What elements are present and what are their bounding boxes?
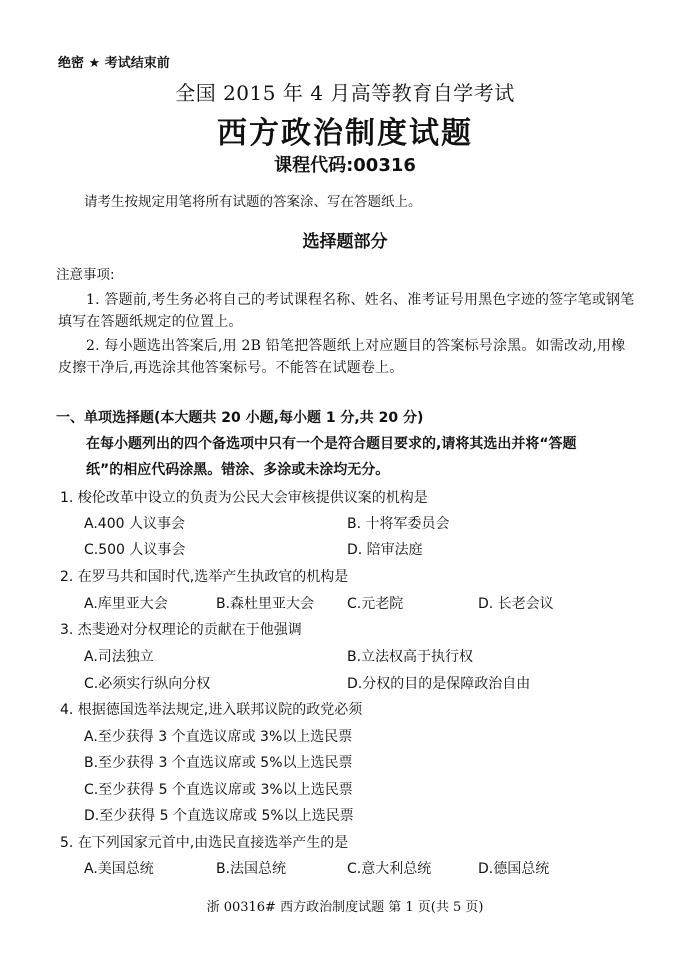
q2-option-c: C.元老院 [347, 596, 404, 612]
q3-option-a: A.司法独立 [84, 649, 154, 665]
page-footer: 浙 00316# 西方政治制度试题 第 1 页(共 5 页) [206, 900, 484, 915]
q3-option-b: B.立法权高于执行权 [347, 649, 474, 665]
question-5: 5. 在下列国家元首中,由选民直接选举产生的是 [60, 835, 349, 851]
note-line: 1. 答题前,考生务必将自己的考试课程名称、姓名、准考证号用黑色字迹的签字笔或钢笔 [86, 292, 635, 308]
q1-option-a: A.400 人议事会 [84, 516, 185, 532]
q4-option-d: D.至少获得 5 个直选议席或 5%以上选民票 [84, 808, 354, 824]
paper-title: 西方政治制度试题 [217, 116, 473, 151]
q1-option-d: D. 陪审法庭 [347, 542, 423, 558]
q3-option-c: C.必须实行纵向分权 [84, 676, 211, 692]
q4-option-c: C.至少获得 5 个直选议席或 3%以上选民票 [84, 782, 353, 798]
q2-option-a: A.库里亚大会 [84, 596, 168, 612]
section-heading: 一、单项选择题(本大题共 20 小题,每小题 1 分,共 20 分) [56, 410, 424, 426]
q4-option-a: A.至少获得 3 个直选议席或 3%以上选民票 [84, 729, 353, 745]
q5-option-d: D.德国总统 [478, 861, 550, 877]
course-code: 课程代码:00316 [274, 155, 416, 176]
part-title: 选择题部分 [302, 232, 388, 252]
q1-option-c: C.500 人议事会 [84, 542, 186, 558]
q2-option-d: D. 长老会议 [478, 596, 554, 612]
section-instruction: 纸”的相应代码涂黑。错涂、多涂或未涂均无分。 [86, 462, 390, 478]
q2-option-b: B.森杜里亚大会 [216, 596, 315, 612]
question-1: 1. 梭伦改革中设立的负责为公民大会审核提供议案的机构是 [60, 490, 428, 506]
confidential-label: 绝密 ★ 考试结束前 [58, 56, 170, 71]
note-line: 填写在答题纸规定的位置上。 [58, 314, 243, 330]
q1-option-b: B. 十将军委员会 [347, 516, 450, 532]
question-4: 4. 根据德国选举法规定,进入联邦议院的政党必须 [60, 702, 363, 718]
note-line: 2. 每小题选出答案后,用 2B 铅笔把答题纸上对应题目的答案标号涂黑。如需改动,用橡 [86, 338, 626, 354]
question-3: 3. 杰斐逊对分权理论的贡献在于他强调 [60, 622, 302, 638]
answer-instruction: 请考生按规定用笔将所有试题的答案涂、写在答题纸上。 [84, 194, 422, 210]
q4-option-b: B.至少获得 3 个直选议席或 5%以上选民票 [84, 755, 353, 771]
note-line: 皮擦干净后,再选涂其他答案标号。不能答在试题卷上。 [58, 360, 404, 376]
q3-option-d: D.分权的目的是保障政治自由 [347, 676, 531, 692]
section-instruction: 在每小题列出的四个备选项中只有一个是符合题目要求的,请将其选出并将“答题 [86, 436, 577, 452]
question-2: 2. 在罗马共和国时代,选举产生执政官的机构是 [60, 569, 349, 585]
notes-heading: 注意事项: [56, 267, 115, 283]
q5-option-b: B.法国总统 [216, 861, 287, 877]
q5-option-a: A.美国总统 [84, 861, 154, 877]
exam-name: 全国 2015 年 4 月高等教育自学考试 [175, 81, 515, 105]
q5-option-c: C.意大利总统 [347, 861, 432, 877]
